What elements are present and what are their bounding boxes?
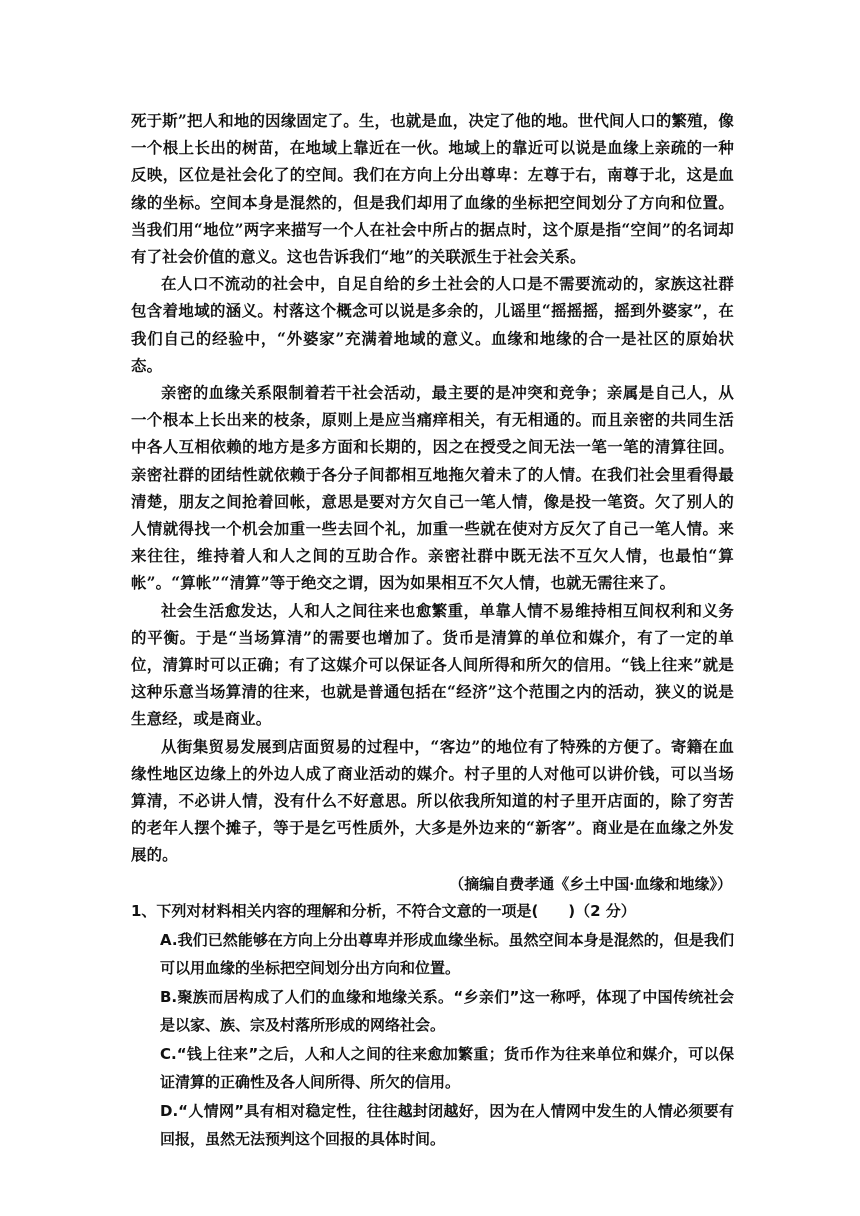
passage-paragraph-4: 社会生活愈发达，人和人之间往来也愈繁重，单靠人情不易维持相互间权利和义务的平衡。于是“当场算清”的需要也增加了。货币是清算的单位和媒介，有了一定的单位，清算时可以正确；有了这媒介可以保证各人间所得和所欠的信用。“钱上往来”就是这种乐意当场算清的往来，也就是普通包括在“经济”这个范围之内的活动，狭义的说是生意经，或是商业。 [131, 601, 734, 729]
source-citation: （摘编自费孝通《乡土中国·血缘和地缘》） [449, 874, 732, 893]
option-d[interactable] [160, 1098, 734, 1153]
option-text: “人情网”具有相对稳定性，往往越封闭越好，因为在人情网中发生的人情必须要有回报，虽然无法预判这个回报的具体时间。 [160, 1102, 734, 1148]
passage-paragraph-3: 亲密的血缘关系限制着若干社会活动，最主要的是冲突和竞争；亲属是自己人，从一个根本上长出来的枝条，原则上是应当痛痒相关，有无相通的。而且亲密的共同生活中各人互相依赖的地方是多方面和长期的，因之在授受之间无法一笔一笔的清算往回。亲密社群的团结性就依赖于各分子间都相互地拖欠着未了的人情。在我们社会里看得最清楚，朋友之间抢着回帐，意思是要对方欠自己一笔人情，像是投一笔资。欠了别人的人情就得找一个机会加重一些去回个礼，加重一些就在使对方反欠了自己一笔人情。来来往往，维持着人和人之间的互助合作。亲密社群中既无法不互欠人情，也最怕“算帐”。“算帐”“清算”等于绝交之谓，因为如果相互不欠人情，也就无需往来了。 [131, 384, 734, 593]
reading-passage [131, 108, 734, 870]
passage-paragraph-1: 死于斯”把人和地的因缘固定了。生，也就是血，决定了他的地。世代间人口的繁殖，像一个根上长出的树苗，在地域上靠近在一伙。地域上的靠近可以说是血缘上亲疏的一种反映，区位是社会化了的空间。我们在方向上分出尊卑：左尊于右，南尊于北，这是血缘的坐标。空间本身是混然的，但是我们却用了血缘的坐标把空间划分了方向和位置。当我们用“地位”两字来描写一个人在社会中所占的据点时，这个原是指“空间”的名词却有了社会价值的意义。这也告诉我们“地”的关联派生于社会关系。 [131, 112, 734, 267]
document-page [131, 108, 734, 1153]
passage-paragraph-2: 在人口不流动的社会中，自足自给的乡土社会的人口是不需要流动的，家族这社群包含着地域的涵义。村落这个概念可以说是多余的，儿谣里“摇摇摇，摇到外婆家”，在我们自己的经验中，“外婆家”充满着地域的意义。血缘和地缘的合一是社区的原始状态。 [131, 275, 734, 375]
question-stem: 1、下列对材料相关内容的理解和分析，不符合文意的一项是( )（2 分） [131, 901, 636, 920]
option-letter: A. [160, 931, 178, 950]
question-1 [131, 898, 734, 1154]
option-letter: D. [160, 1102, 179, 1121]
passage-paragraph-5: 从街集贸易发展到店面贸易的过程中，“客边”的地位有了特殊的方便了。寄籍在血缘性地区边缘上的外边人成了商业活动的媒介。村子里的人对他可以讲价钱，可以当场算清，不必讲人情，没有什么不好意思。所以依我所知道的村子里开店面的，除了穷苦的老年人摆个摊子，等于是乞丐性质外，大多是外边来的“新客”。商业是在血缘之外发展的。 [131, 737, 734, 865]
option-text: 聚族而居构成了人们的血缘和地缘关系。“乡亲们”这一称呼，体现了中国传统社会是以家、族、宗及村落所形成的网络社会。 [160, 988, 734, 1034]
option-c[interactable] [160, 1041, 734, 1096]
option-b[interactable] [160, 984, 734, 1039]
option-text: “钱上往来”之后，人和人之间的往来愈加繁重；货币作为往来单位和媒介，可以保证清算的正确性及各人间所得、所欠的信用。 [160, 1045, 734, 1091]
option-a[interactable] [160, 927, 734, 982]
option-letter: C. [160, 1045, 177, 1064]
option-letter: B. [160, 988, 178, 1007]
option-text: 我们已然能够在方向上分出尊卑并形成血缘坐标。虽然空间本身是混然的，但是我们可以用血缘的坐标把空间划分出方向和位置。 [160, 931, 734, 977]
